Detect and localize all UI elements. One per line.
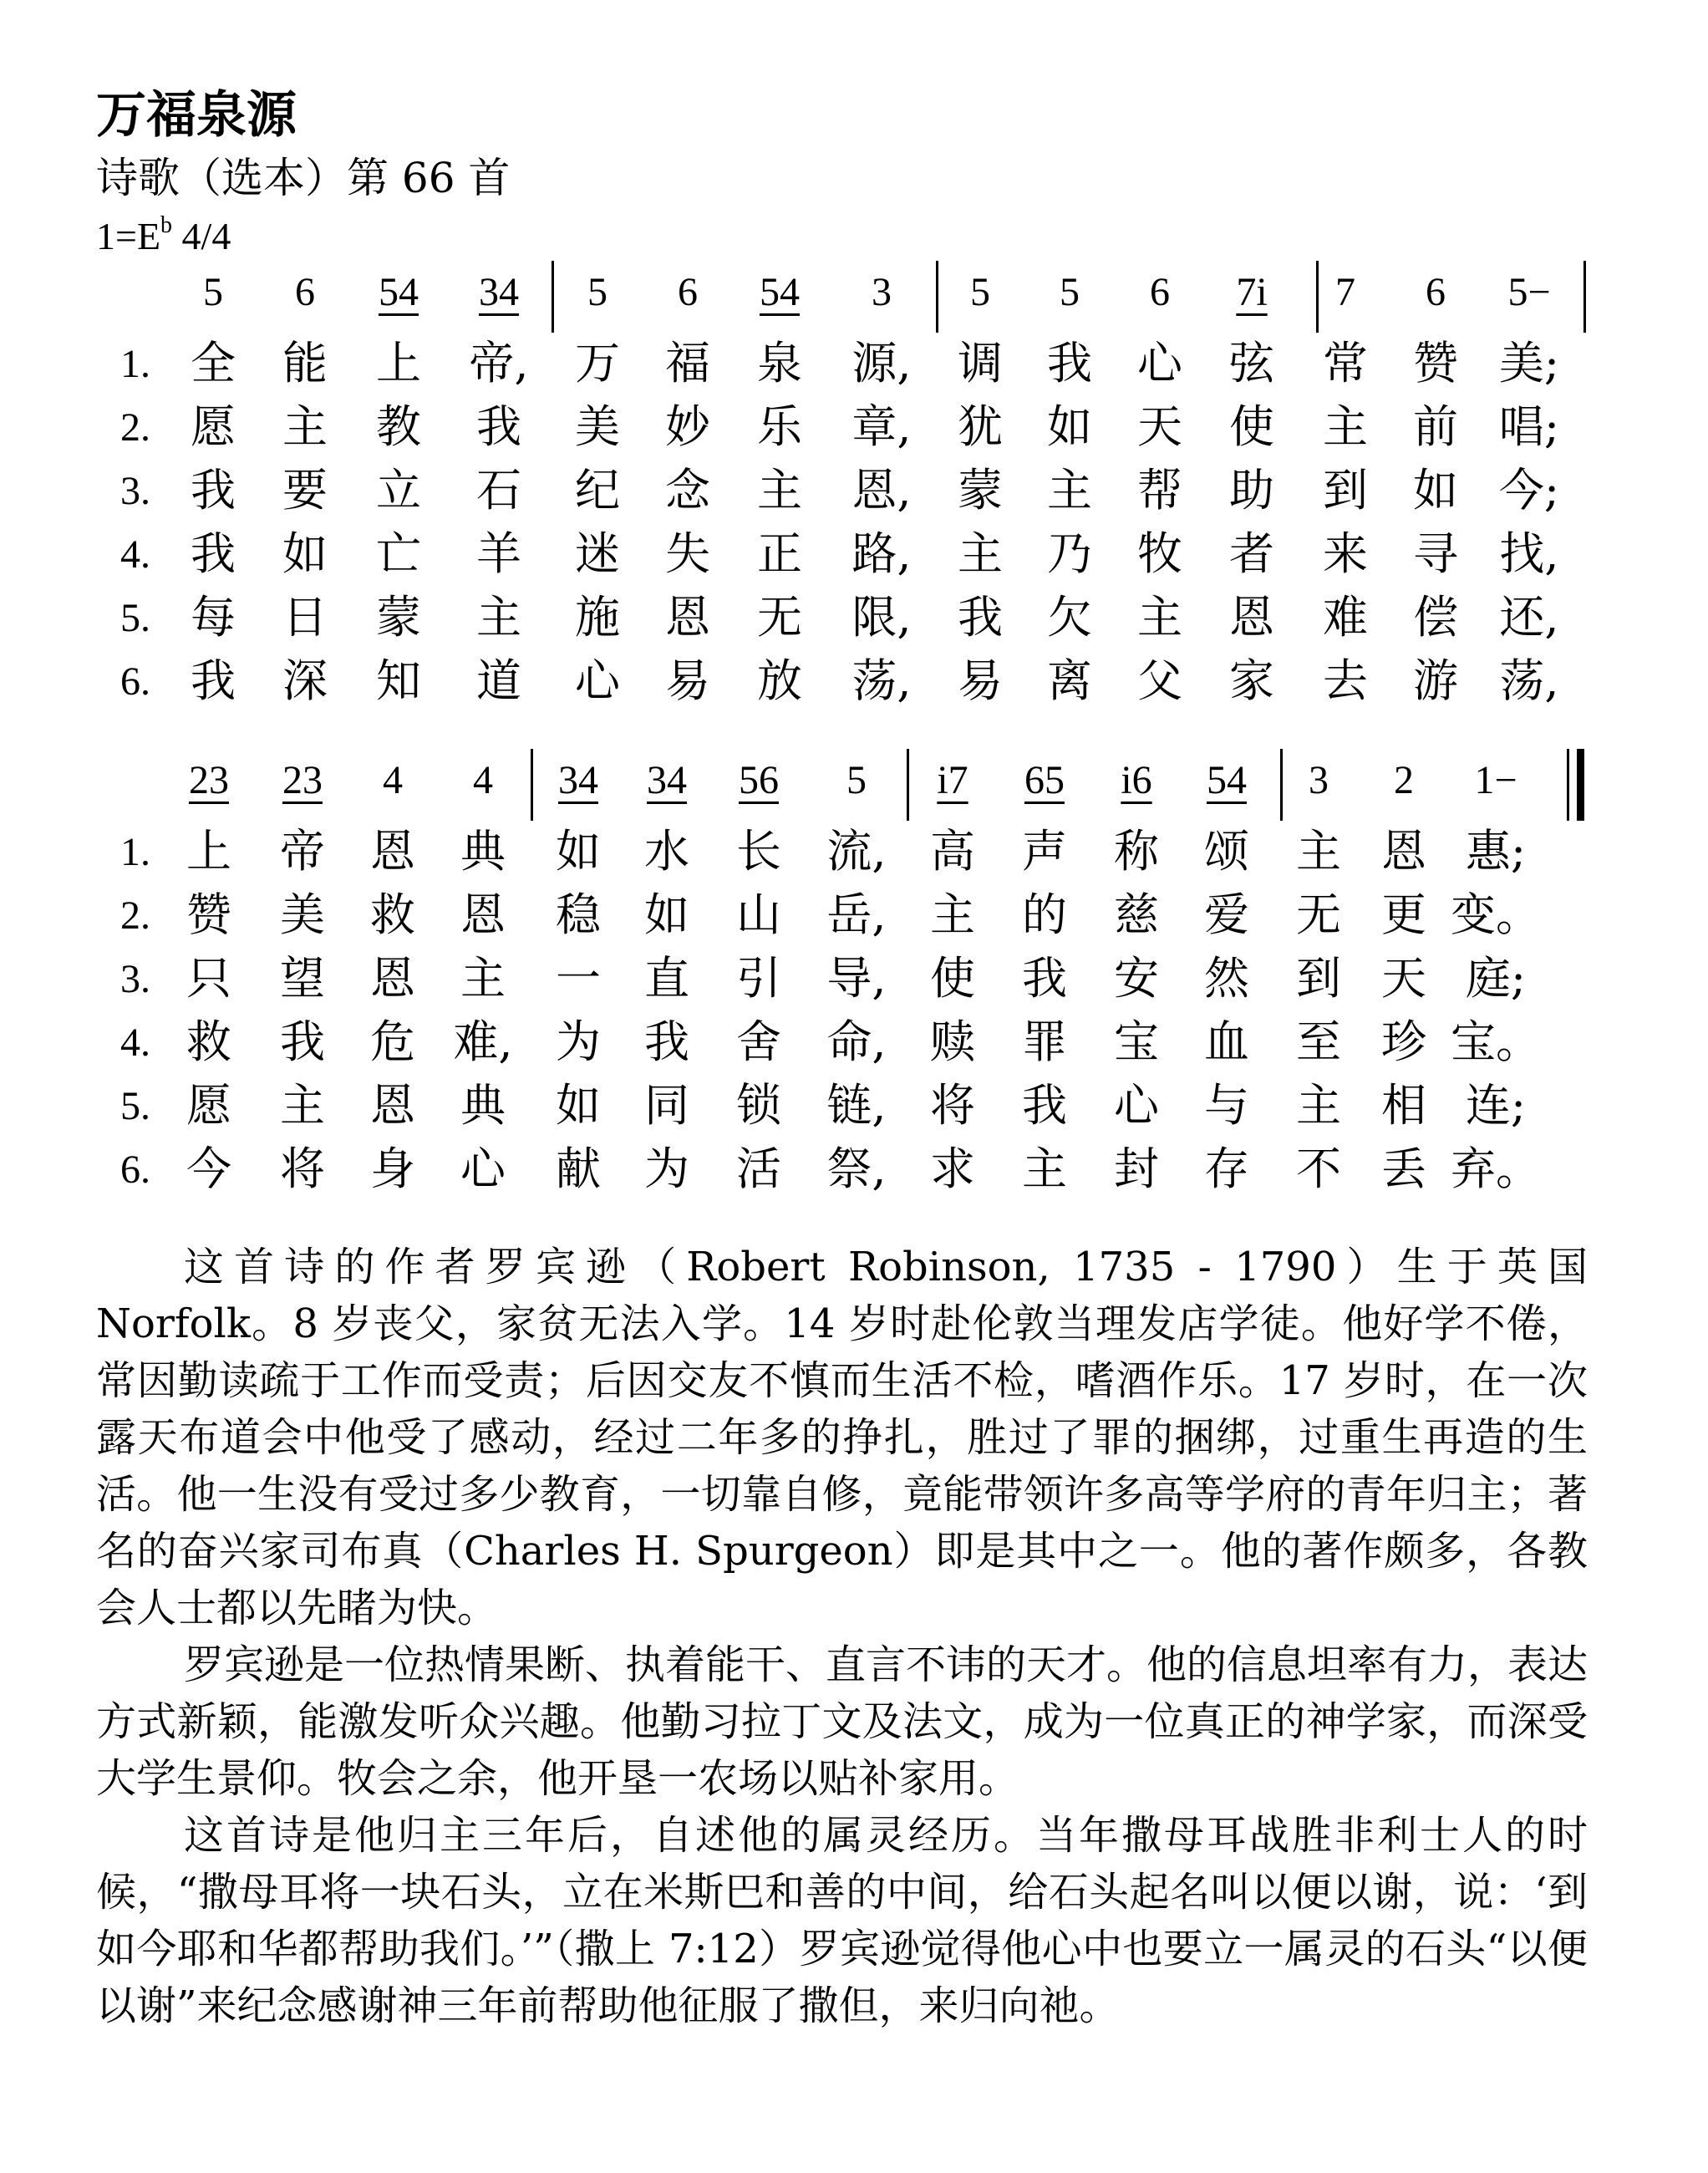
- note: 2: [1394, 758, 1414, 802]
- note: 5: [970, 270, 990, 314]
- lyric-char: 主: [280, 1079, 325, 1132]
- lyric-char: 惠;: [1465, 825, 1527, 878]
- lyric-char: 直: [644, 952, 689, 1005]
- lyric-char: 限,: [851, 591, 912, 644]
- lyric-char: 一: [556, 952, 601, 1005]
- lyric-char: 心: [575, 654, 620, 707]
- lyric-char: 全: [191, 337, 236, 389]
- lyric-char: 只: [186, 952, 231, 1005]
- lyric-char: 我: [644, 1015, 689, 1068]
- lyric-char: 心: [1137, 337, 1182, 389]
- lyric-char: 主: [958, 527, 1003, 580]
- verse-number: 4.: [120, 1020, 150, 1065]
- lyric-char: 不: [1296, 1142, 1341, 1195]
- lyric-char: 偿: [1413, 591, 1458, 644]
- lyric-char: 称: [1114, 825, 1159, 878]
- lyric-char: 来: [1323, 527, 1368, 580]
- lyric-char: 天: [1137, 400, 1182, 453]
- lyric-char: 立: [376, 464, 421, 517]
- lyric-char: 如: [644, 888, 689, 941]
- lyric-char: 我: [280, 1015, 325, 1068]
- paragraph-character: 罗宾逊是一位热情果断、执着能干、直言不讳的天才。他的信息坦率有力，表达方式新颖，能激发听众兴趣。他勤习拉丁文及法文，成为一位真正的神学家，而深受大学生景仰。牧会之余，他开垦一农场以贴补家用。: [96, 1641, 1589, 1802]
- lyric-char: 心: [1114, 1079, 1159, 1132]
- note: i7: [937, 758, 968, 802]
- lyric-char: 知: [376, 654, 421, 707]
- lyric-char: 日: [282, 591, 328, 644]
- lyric-char: 易: [665, 654, 710, 707]
- lyric-char: 更: [1381, 888, 1426, 941]
- note: 1−: [1474, 758, 1517, 802]
- lyric-char: 能: [282, 337, 328, 389]
- paragraph-author: 这首诗的作者罗宾逊（Robert Robinson, 1735 - 1790）生于英国 Norfolk。8 岁丧父，家贫无法入学。14 岁时赴伦敦当理发店学徒。他好学不倦，常因勤读疏于工作而受责；后因交友不慎而生活不检，嗜酒作乐。17 岁时，在一次露天布道会中他受了感动，经过二年多的挣扎，胜过了罪的捆绑，过重生再造的生活。他一生没有受过多少教育，一切靠自修，竟能带领许多高等学府的青年归主；著名的奋兴家司布真（Charles H. Spurgeon）即是其中之一。他的著作颇多，各教会人士都以先睹为快。: [96, 1244, 1588, 1631]
- lyric-char: 赞: [186, 888, 231, 941]
- lyric-char: 恩: [370, 825, 415, 878]
- lyric-char: 危: [370, 1015, 415, 1068]
- lyric-char: 主: [460, 952, 506, 1005]
- lyric-char: 源,: [851, 337, 912, 389]
- lyric-char: 寻: [1413, 527, 1458, 580]
- verse-number: 5.: [120, 596, 150, 640]
- note: 6: [295, 270, 315, 314]
- lyric-char: 去: [1323, 654, 1368, 707]
- barline: [936, 261, 938, 333]
- lyric-char: 路,: [851, 527, 912, 580]
- lyric-char: 活: [736, 1142, 781, 1195]
- lyric-char: 祭,: [826, 1142, 887, 1195]
- lyric-char: 如: [556, 825, 601, 878]
- note: 6: [1426, 270, 1446, 314]
- lyric-char: 将: [930, 1079, 975, 1132]
- lyric-char: 珍: [1381, 1015, 1426, 1068]
- lyric-char: 放: [757, 654, 802, 707]
- lyric-char: 血: [1204, 1015, 1249, 1068]
- lyric-char: 今;: [1498, 464, 1560, 517]
- lyric-char: 妙: [665, 400, 710, 453]
- lyric-char: 恩: [370, 1079, 415, 1132]
- lyric-char: 的: [1022, 888, 1067, 941]
- lyric-char: 欠: [1047, 591, 1092, 644]
- lyric-char: 荡,: [851, 654, 912, 707]
- verse-number: 4.: [120, 532, 150, 577]
- barline: [552, 261, 554, 333]
- lyric-char: 赎: [930, 1015, 975, 1068]
- lyric-char: 犹: [958, 400, 1003, 453]
- note: 54: [760, 270, 800, 314]
- lyric-char: 丢: [1381, 1142, 1426, 1195]
- lyric-char: 弦: [1229, 337, 1274, 389]
- lyric-char: 还,: [1499, 591, 1559, 644]
- lyric-char: 羊: [476, 527, 521, 580]
- lyric-char: 教: [376, 400, 421, 453]
- lyric-char: 主: [1296, 825, 1341, 878]
- lyric-char: 恩: [370, 952, 415, 1005]
- hymn-commentary: [96, 1239, 1588, 2034]
- lyric-char: 然: [1204, 952, 1249, 1005]
- lyric-char: 救: [370, 888, 415, 941]
- lyric-char: 高: [930, 825, 975, 878]
- lyric-char: 岳,: [826, 888, 887, 941]
- note: 34: [558, 758, 598, 802]
- note: 5: [203, 270, 223, 314]
- lyric-char: 我: [191, 527, 236, 580]
- lyric-char: 前: [1413, 400, 1458, 453]
- lyric-char: 帝: [280, 825, 325, 878]
- lyric-char: 如: [282, 527, 328, 580]
- lyric-char: 如: [1413, 464, 1458, 517]
- lyric-char: 我: [958, 591, 1003, 644]
- note: 23: [189, 758, 229, 802]
- lyric-char: 念: [665, 464, 710, 517]
- hymn-title: 万福泉源: [96, 86, 297, 145]
- lyric-char: 恩,: [851, 464, 912, 517]
- lyric-char: 难: [1323, 591, 1368, 644]
- lyric-char: 长: [736, 825, 781, 878]
- lyric-char: 稳: [556, 888, 601, 941]
- lyric-char: 宝: [1114, 1015, 1159, 1068]
- lyric-char: 颂: [1204, 825, 1249, 878]
- verse-number: 1.: [120, 830, 150, 874]
- lyric-char: 深: [282, 654, 328, 707]
- lyric-char: 声: [1022, 825, 1067, 878]
- lyric-char: 帮: [1137, 464, 1182, 517]
- lyric-char: 舍: [736, 1015, 781, 1068]
- lyric-char: 愿: [186, 1079, 231, 1132]
- lyric-char: 赞: [1413, 337, 1458, 389]
- note: 5: [1060, 270, 1080, 314]
- lyric-char: 使: [1229, 400, 1274, 453]
- note: 65: [1024, 758, 1065, 802]
- lyric-char: 同: [644, 1079, 689, 1132]
- lyric-char: 使: [930, 952, 975, 1005]
- lyric-char: 无: [757, 591, 802, 644]
- lyric-char: 献: [556, 1142, 601, 1195]
- lyric-char: 主: [476, 591, 521, 644]
- key-main: 1=E: [96, 215, 161, 257]
- note: 7: [1335, 270, 1355, 314]
- note: 23: [282, 758, 323, 802]
- lyric-char: 天: [1381, 952, 1426, 1005]
- lyric-char: 恩: [665, 591, 710, 644]
- lyric-char: 上: [186, 825, 231, 878]
- barline: [1567, 749, 1569, 821]
- lyric-char: 美;: [1498, 337, 1560, 389]
- note: 3: [1309, 758, 1329, 802]
- lyric-char: 美: [575, 400, 620, 453]
- lyric-char: 要: [282, 464, 328, 517]
- lyric-char: 乐: [757, 400, 802, 453]
- lyric-char: 引: [736, 952, 781, 1005]
- lyric-char: 愿: [191, 400, 236, 453]
- lyric-char: 父: [1137, 654, 1182, 707]
- lyric-char: 正: [757, 527, 802, 580]
- lyric-char: 水: [644, 825, 689, 878]
- verse-number: 6.: [120, 1148, 150, 1192]
- lyric-char: 恩: [460, 888, 506, 941]
- note: 54: [1207, 758, 1247, 802]
- verse-number: 3.: [120, 957, 150, 1001]
- verse-number: 1.: [120, 342, 150, 386]
- lyric-char: 易: [958, 654, 1003, 707]
- note: 7i: [1236, 270, 1268, 314]
- note: 3: [872, 270, 892, 314]
- key-flat: b: [160, 212, 173, 238]
- lyric-char: 封: [1114, 1142, 1159, 1195]
- lyric-char: 道: [476, 654, 521, 707]
- lyric-char: 美: [280, 888, 325, 941]
- note: 6: [1150, 270, 1170, 314]
- barline: [1316, 261, 1319, 333]
- lyric-char: 主: [930, 888, 975, 941]
- note: 4: [473, 758, 493, 802]
- lyric-char: 罪: [1022, 1015, 1067, 1068]
- lyric-char: 导,: [826, 952, 887, 1005]
- lyric-char: 找,: [1499, 527, 1559, 580]
- final-barline: [1577, 749, 1584, 821]
- lyric-char: 章,: [851, 400, 912, 453]
- lyric-char: 常: [1323, 337, 1368, 389]
- lyric-char: 慈: [1114, 888, 1159, 941]
- note: 5−: [1507, 270, 1551, 314]
- lyric-char: 上: [376, 337, 421, 389]
- lyric-char: 主: [1323, 400, 1368, 453]
- key-signature: [96, 214, 231, 256]
- lyric-char: 如: [1047, 400, 1092, 453]
- lyric-char: 庭;: [1465, 952, 1527, 1005]
- lyric-char: 乃: [1047, 527, 1092, 580]
- lyric-char: 身: [370, 1142, 415, 1195]
- barline: [531, 749, 533, 821]
- lyric-char: 泉: [757, 337, 802, 389]
- lyric-char: 救: [186, 1015, 231, 1068]
- lyric-char: 存: [1204, 1142, 1249, 1195]
- verse-number: 5.: [120, 1084, 150, 1128]
- lyric-char: 亡: [376, 527, 421, 580]
- lyric-char: 至: [1296, 1015, 1341, 1068]
- lyric-char: 链,: [826, 1079, 887, 1132]
- lyric-char: 主: [1137, 591, 1182, 644]
- lyric-char: 变。: [1451, 888, 1541, 941]
- lyric-char: 我: [476, 400, 521, 453]
- barline: [1583, 261, 1586, 333]
- lyric-char: 蒙: [376, 591, 421, 644]
- lyric-char: 为: [556, 1015, 601, 1068]
- lyric-char: 连;: [1465, 1079, 1527, 1132]
- lyric-char: 调: [958, 337, 1003, 389]
- lyric-char: 离: [1047, 654, 1092, 707]
- lyric-char: 我: [1022, 1079, 1067, 1132]
- lyric-char: 难,: [453, 1015, 513, 1068]
- hymn-number: 诗歌（选本）第 66 首: [96, 154, 511, 202]
- lyric-char: 望: [280, 952, 325, 1005]
- lyric-char: 心: [460, 1142, 506, 1195]
- note: 34: [479, 270, 519, 314]
- lyric-char: 唱;: [1498, 400, 1560, 453]
- lyric-char: 福: [665, 337, 710, 389]
- lyric-char: 石: [476, 464, 521, 517]
- lyric-char: 山: [736, 888, 781, 941]
- lyric-char: 相: [1381, 1079, 1426, 1132]
- verse-number: 6.: [120, 659, 150, 704]
- lyric-char: 流,: [826, 825, 887, 878]
- lyric-char: 每: [191, 591, 236, 644]
- lyric-char: 牧: [1137, 527, 1182, 580]
- lyric-char: 主: [282, 400, 328, 453]
- lyric-char: 典: [460, 825, 506, 878]
- lyric-char: 我: [1047, 337, 1092, 389]
- note: 5: [587, 270, 607, 314]
- lyric-char: 到: [1323, 464, 1368, 517]
- note: i6: [1121, 758, 1152, 802]
- lyric-char: 家: [1229, 654, 1274, 707]
- lyric-char: 助: [1229, 464, 1274, 517]
- lyric-char: 求: [930, 1142, 975, 1195]
- lyric-char: 者: [1229, 527, 1274, 580]
- note: 4: [383, 758, 403, 802]
- lyric-char: 典: [460, 1079, 506, 1132]
- note: 6: [678, 270, 698, 314]
- paragraph-origin: 这首诗是他归主三年后，自述他的属灵经历。当年撒母耳战胜非利士人的时候，“撒母耳将一块石头，立在米斯巴和善的中间，给石头起名叫以便以谢，说：‘到如今耶和华都帮助我们。’”（撒上 7:12）罗宾逊觉得他心中也要立一属灵的石头“以便以谢”来纪念感谢神三年前帮助他征服了撒但，来归向祂。: [96, 1812, 1588, 2029]
- lyric-char: 游: [1413, 654, 1458, 707]
- lyric-char: 无: [1296, 888, 1341, 941]
- note: 34: [647, 758, 687, 802]
- note: 56: [739, 758, 779, 802]
- lyric-char: 主: [1296, 1079, 1341, 1132]
- lyric-char: 我: [1022, 952, 1067, 1005]
- lyric-char: 我: [191, 464, 236, 517]
- lyric-char: 为: [644, 1142, 689, 1195]
- lyric-char: 爱: [1204, 888, 1249, 941]
- lyric-char: 宝。: [1451, 1015, 1541, 1068]
- lyric-char: 纪: [575, 464, 620, 517]
- lyric-char: 与: [1204, 1079, 1249, 1132]
- note: 54: [379, 270, 419, 314]
- lyric-char: 安: [1114, 952, 1159, 1005]
- verse-number: 2.: [120, 893, 150, 938]
- lyric-char: 命,: [826, 1015, 887, 1068]
- lyric-char: 蒙: [958, 464, 1003, 517]
- lyric-char: 如: [556, 1079, 601, 1132]
- lyric-char: 施: [575, 591, 620, 644]
- lyric-char: 弃。: [1451, 1142, 1541, 1195]
- lyric-char: 帝,: [469, 337, 529, 389]
- verse-number: 2.: [120, 405, 150, 450]
- lyric-char: 荡,: [1499, 654, 1559, 707]
- lyric-char: 主: [1022, 1142, 1067, 1195]
- lyric-char: 失: [665, 527, 710, 580]
- barline: [1280, 749, 1283, 821]
- time-signature: 4/4: [181, 215, 231, 257]
- lyric-char: 恩: [1381, 825, 1426, 878]
- lyric-char: 今: [186, 1142, 231, 1195]
- lyric-char: 迷: [575, 527, 620, 580]
- lyric-char: 锁: [736, 1079, 781, 1132]
- lyric-char: 我: [191, 654, 236, 707]
- lyric-char: 将: [280, 1142, 325, 1195]
- lyric-char: 主: [757, 464, 802, 517]
- lyric-char: 万: [575, 337, 620, 389]
- lyric-char: 到: [1296, 952, 1341, 1005]
- verse-number: 3.: [120, 469, 150, 513]
- barline: [907, 749, 909, 821]
- lyric-char: 主: [1047, 464, 1092, 517]
- lyric-char: 恩: [1229, 591, 1274, 644]
- note: 5: [846, 758, 867, 802]
